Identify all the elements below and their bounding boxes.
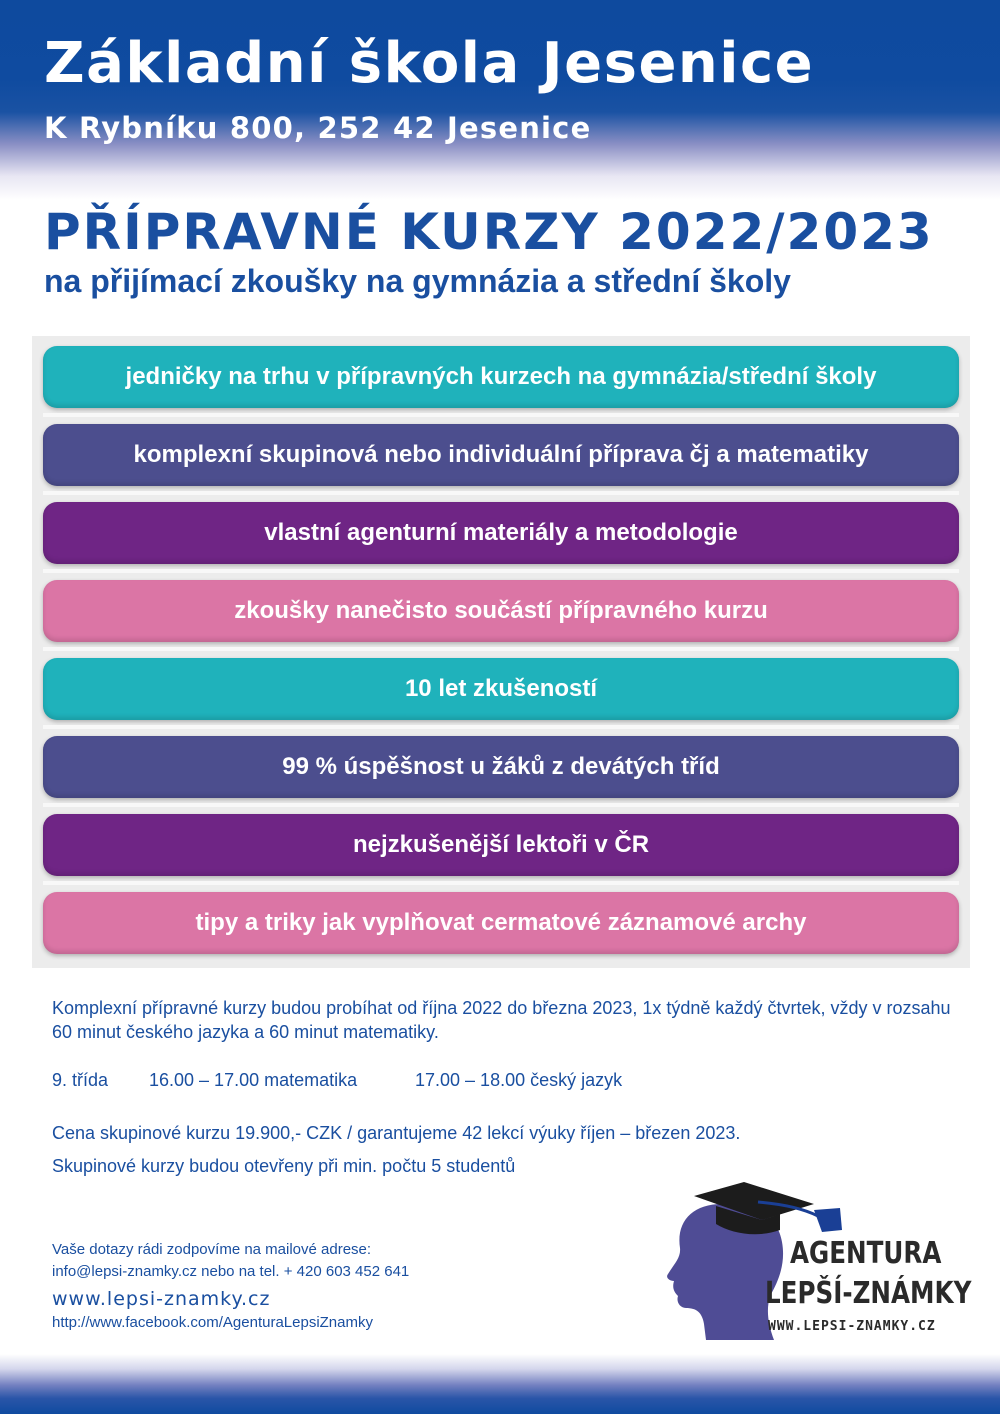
features-panel	[32, 336, 970, 968]
schedule-czech: 17.00 – 18.00 český jazyk	[415, 1070, 623, 1090]
course-title: PŘÍPRAVNÉ KURZY 2022/2023	[44, 203, 934, 261]
footer-band	[0, 1354, 1000, 1414]
logo-line1: AGENTURA	[790, 1236, 942, 1271]
feature-pill	[43, 580, 959, 642]
header-banner	[0, 0, 1000, 200]
agency-logo	[662, 1178, 972, 1340]
school-name: Základní škola Jesenice	[44, 31, 815, 96]
feature-text: jedničky na trhu v přípravných kurzech na gymnázia/střední školy	[125, 363, 877, 390]
feature-text: 10 let zkušeností	[404, 675, 598, 702]
course-description: Komplexní přípravné kurzy budou probíhat od října 2022 do března 2023, 1x týdně každý čtvrtek, vždy v rozsahu 60 minut českého jazyka a 60 minut matematiky.	[52, 998, 951, 1042]
feature-pill	[43, 736, 959, 798]
feature-text: vlastní agenturní materiály a metodologie	[264, 519, 738, 546]
feature-text: zkoušky nanečisto součástí přípravného kurzu	[234, 597, 768, 624]
feature-pill	[43, 658, 959, 720]
feature-pill	[43, 346, 959, 408]
course-subtitle: na přijímací zkoušky na gymnázia a střední školy	[44, 263, 791, 299]
school-address: K Rybníku 800, 252 42 Jesenice	[44, 111, 592, 145]
logo-line2: LEPŠÍ-ZNÁMKY	[765, 1276, 972, 1311]
feature-text: tipy a triky jak vyplňovat cermatové záznamové archy	[195, 909, 807, 936]
logo-url: WWW.LEPSI-ZNAMKY.CZ	[768, 1319, 936, 1334]
feature-text: 99 % úspěšnost u žáků z devátých tříd	[282, 753, 720, 780]
feature-pill	[43, 424, 959, 486]
contact-intro: Vaše dotazy rádi zodpovíme na mailové adrese:	[52, 1241, 372, 1258]
feature-pill	[43, 502, 959, 564]
price-info: Cena skupinové kurzu 19.900,- CZK / garantujeme 42 lekcí výuky říjen – březen 2023.	[52, 1123, 741, 1143]
schedule-math: 16.00 – 17.00 matematika	[149, 1070, 358, 1090]
feature-pill	[43, 892, 959, 954]
feature-pill	[43, 814, 959, 876]
schedule-grade: 9. třída	[52, 1070, 109, 1090]
facebook-link[interactable]: http://www.facebook.com/AgenturaLepsiZnamky	[52, 1314, 373, 1331]
feature-text: komplexní skupinová nebo individuální příprava čj a matematiky	[133, 441, 869, 468]
website-link[interactable]: www.lepsi-znamky.cz	[52, 1288, 271, 1310]
feature-text: nejzkušenější lektoři v ČR	[352, 831, 650, 858]
min-students-info: Skupinové kurzy budou otevřeny při min. počtu 5 studentů	[52, 1156, 516, 1176]
contact-email-phone: info@lepsi-znamky.cz nebo na tel. + 420 603 452 641	[52, 1263, 410, 1280]
